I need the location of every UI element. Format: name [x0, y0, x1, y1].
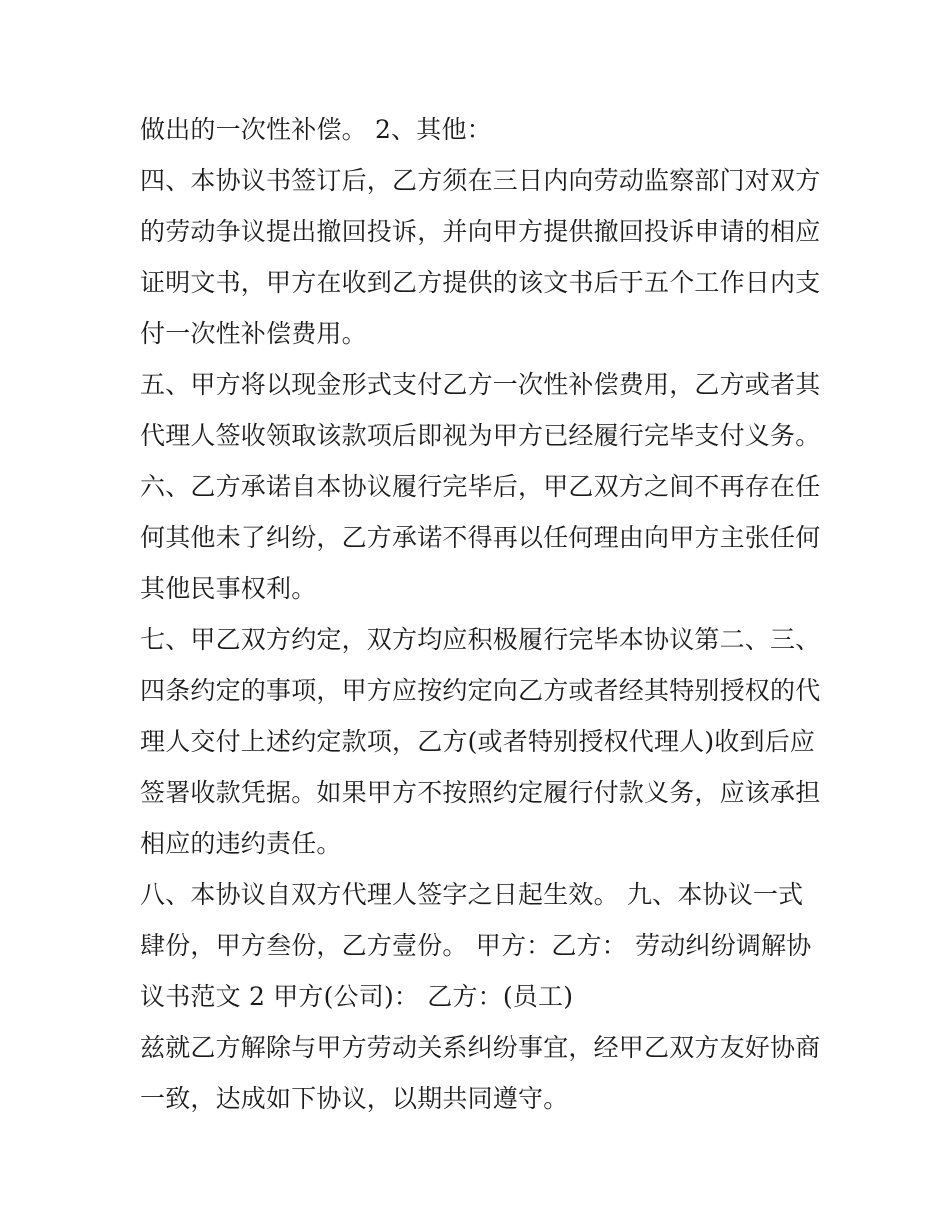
text-line: 兹就乙方解除与甲方劳动关系纠纷事宜，经甲乙双方友好协商 — [140, 1033, 821, 1062]
text-line: 理人交付上述约定款项，乙方(或者特别授权代理人)收到后应 — [140, 727, 816, 756]
text-line: 做出的一次性补偿。 2、其他： — [140, 115, 492, 144]
text-line: 议书范文 2 甲方(公司)： 乙方：(员工) — [140, 982, 574, 1011]
text-line: 签署收款凭据。如果甲方不按照约定履行付款义务，应该承担 — [140, 778, 821, 807]
text-line: 四条约定的事项，甲方应按约定向乙方或者经其特别授权的代 — [140, 676, 821, 705]
text-line: 一致，达成如下协议，以期共同遵守。 — [140, 1084, 569, 1113]
text-line: 肆份，甲方叁份，乙方壹份。 甲方：乙方： 劳动纠纷调解协 — [140, 931, 812, 960]
document-body — [140, 104, 820, 1124]
text-line: 七、甲乙双方约定，双方均应积极履行完毕本协议第二、三、 — [140, 625, 821, 654]
text-line: 五、甲方将以现金形式支付乙方一次性补偿费用，乙方或者其 — [140, 370, 821, 399]
text-line: 何其他未了纠纷，乙方承诺不得再以任何理由向甲方主张任何 — [140, 523, 821, 552]
text-line: 相应的违约责任。 — [140, 829, 342, 858]
text-line: 四、本协议书签订后，乙方须在三日内向劳动监察部门对双方 — [140, 166, 821, 195]
text-line: 证明文书，甲方在收到乙方提供的该文书后于五个工作日内支 — [140, 268, 821, 297]
text-line: 付一次性补偿费用。 — [140, 319, 367, 348]
text-line: 的劳动争议提出撤回投诉，并向甲方提供撤回投诉申请的相应 — [140, 217, 821, 246]
text-line: 八、本协议自双方代理人签字之日起生效。 九、本协议一式 — [140, 880, 804, 909]
text-line: 六、乙方承诺自本协议履行完毕后，甲乙双方之间不再存在任 — [140, 472, 821, 501]
text-line: 其他民事权利。 — [140, 574, 317, 603]
text-line: 代理人签收领取该款项后即视为甲方已经履行完毕支付义务。 — [140, 421, 821, 450]
